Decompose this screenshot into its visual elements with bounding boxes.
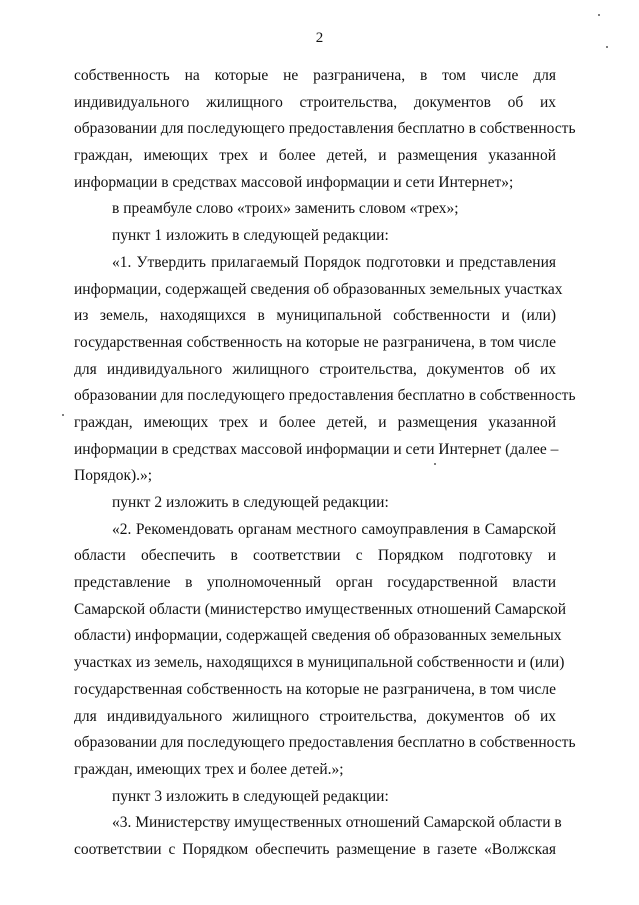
text-line: государственная собственность на которые не разграничена, в том числе (74, 680, 556, 698)
text-line: «2. Рекомендовать органам местного самоуправления в Самарской (112, 520, 556, 538)
text-line: Порядок).»; (74, 467, 153, 485)
text-line: государственная собственность на которые не разграничена, в том числе (74, 333, 556, 351)
document-body (74, 63, 576, 864)
text-line: граждан, имеющих трех и более детей, и размещения указанной (74, 413, 556, 431)
text-line: «1. Утвердить прилагаемый Порядок подготовки и представления (112, 253, 556, 271)
scan-speck (598, 14, 600, 16)
text-line: пункт 2 изложить в следующей редакции: (112, 494, 389, 511)
text-line: информации в средствах массовой информации и сети Интернет (далее – (74, 440, 559, 458)
text-line: информации, содержащей сведения об образованных земельных участках (74, 280, 563, 298)
text-line: граждан, имеющих трех и более детей.»; (74, 760, 344, 778)
text-line: для индивидуального жилищного строительства, документов об их (74, 707, 556, 725)
text-line: участках из земель, находящихся в муниципальной собственности и (или) (74, 654, 565, 672)
scan-speck (606, 46, 608, 48)
text-line: для индивидуального жилищного строительства, документов об их (74, 360, 556, 378)
text-line: граждан, имеющих трех и более детей, и размещения указанной (74, 147, 556, 165)
text-line: области) информации, содержащей сведения об образованных земельных (74, 627, 562, 645)
text-line: индивидуального жилищного строительства, документов об их (74, 93, 556, 111)
text-line: из земель, находящихся в муниципальной собственности и (или) (74, 307, 556, 325)
text-line: соответствии с Порядком обеспечить размещение в газете «Волжская (74, 840, 556, 858)
text-line: пункт 3 изложить в следующей редакции: (112, 787, 389, 805)
text-line: области обеспечить в соответствии с Порядком подготовку и (74, 547, 556, 565)
text-line: Самарской области (министерство имущественных отношений Самарской (74, 600, 567, 618)
page-number: 2 (315, 30, 324, 46)
text-line: образовании для последующего предоставления бесплатно в собственность (74, 734, 576, 752)
text-line: «3. Министерству имущественных отношений Самарской области в (112, 814, 562, 832)
text-line: в преамбуле слово «троих» заменить словом «трех»; (112, 200, 459, 218)
text-line: образовании для последующего предоставления бесплатно в собственность (74, 387, 576, 405)
text-line: пункт 1 изложить в следующей редакции: (112, 227, 389, 245)
scan-speck (434, 463, 436, 465)
scan-speck (62, 414, 64, 416)
text-line: образовании для последующего предоставления бесплатно в собственность (74, 120, 576, 138)
text-line: представление в уполномоченный орган государственной власти (74, 574, 556, 592)
text-line: собственность на которые не разграничена, в том числе для (74, 67, 556, 84)
text-line: информации в средствах массовой информации и сети Интернет»; (74, 173, 514, 191)
